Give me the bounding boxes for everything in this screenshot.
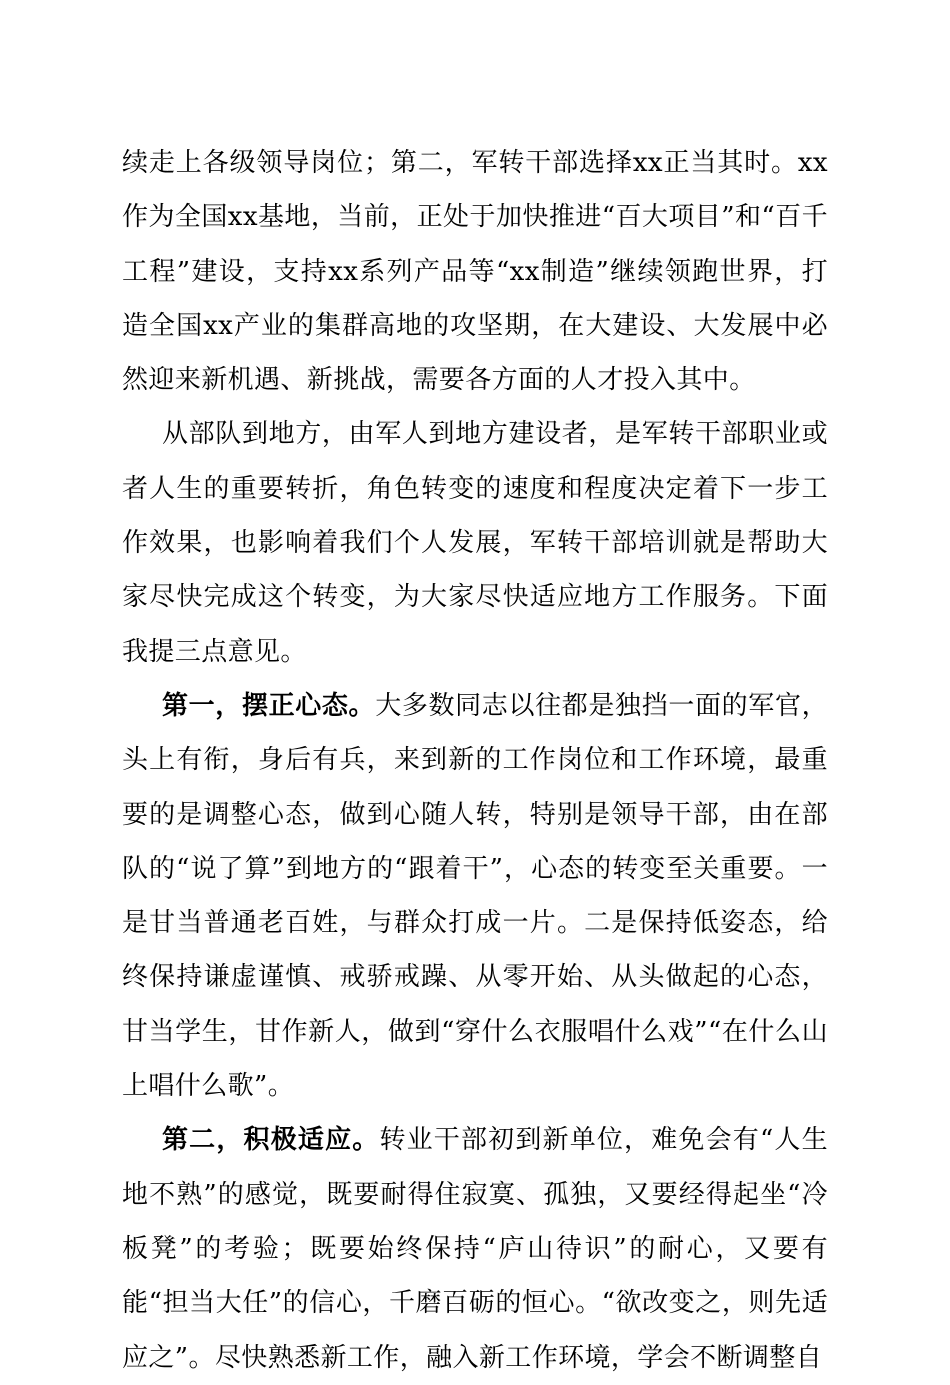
paragraph-3-text: 大多数同志以往都是独挡一面的军官，头上有衔，身后有兵，来到新的工作岗位和工作环境，最重要的是调整心态，做到心随人转，特别是领导干部，由在部队的“说了算”到地方的“跟着干”，心态的转变至关重要。一是甘当普通老百姓，与群众打成一片。二是保持低姿态，给终保持谦虚谨慎、戒骄戒躁、从零开始、从头做起的心态，甘当学生，甘作新人，做到“穿什么衣服唱什么戏”“在什么山上唱什么歌”。 [122, 690, 828, 1102]
paragraph-4-text: 转业干部初到新单位，难免会有“人生地不熟”的感觉，既要耐得住寂寞、孤独，又要经得起坐“冷板凳”的考验；既要始终保持“庐山待识”的耐心，又要有能“担当大任”的信心，千磨百砺的恒心。“欲改变之，则先适应之”。尽快熟悉新工作，融入新工作环境，学会不断调整自 [122, 1125, 828, 1373]
document-body [122, 136, 828, 1385]
paragraph-3 [122, 679, 828, 1113]
paragraph-3-heading: 第一，摆正心态。 [162, 690, 376, 721]
paragraph-4-heading: 第二，积极适应。 [162, 1125, 380, 1156]
paragraph-4 [122, 1113, 828, 1384]
paragraph-2-text: 从部队到地方，由军人到地方建设者，是军转干部职业或者人生的重要转折，角色转变的速度和程度决定着下一步工作效果，也影响着我们个人发展，军转干部培训就是帮助大家尽快完成这个转变，为大家尽快适应地方工作服务。下面我提三点意见。 [122, 419, 828, 667]
paragraph-1-text: 续走上各级领导岗位；第二，军转干部选择xx正当其时。xx作为全国xx基地，当前，正处于加快推进“百大项目”和“百千工程”建设，支持xx系列产品等“xx制造”继续领跑世界，打造全国xx产业的集群高地的攻坚期，在大建设、大发展中必然迎来新机遇、新挑战，需要各方面的人才投入其中。 [122, 148, 828, 396]
paragraph-2 [122, 407, 828, 678]
paragraph-1 [122, 136, 828, 407]
